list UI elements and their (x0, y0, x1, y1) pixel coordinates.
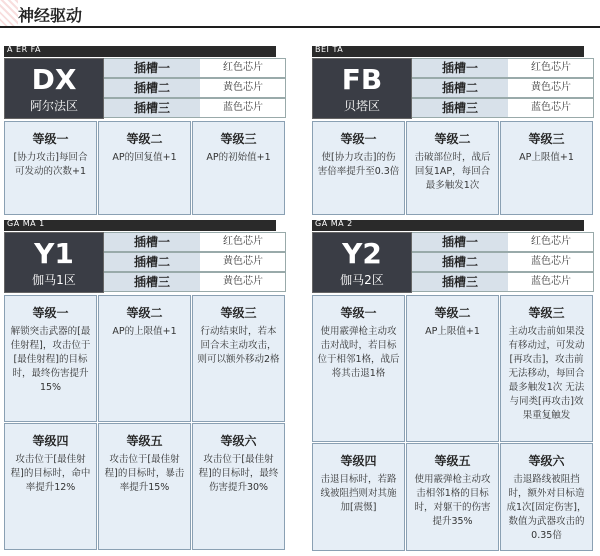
level-cell: 等级三 主动攻击前如果没有移动过，可发动[再攻击]，攻击前无法移动，每回合最多触发1次 无法与同类[再攻击]效果重复触发 (500, 295, 593, 442)
slot-row: 插槽二 黄色芯片 (104, 252, 286, 272)
slot-row: 插槽一 红色芯片 (104, 232, 286, 252)
level-cell: 等级六 攻击位于[最佳射程]的目标时，最终伤害提升30% (192, 423, 285, 550)
zone-logo-icon: FB (341, 63, 383, 96)
slot-list (104, 58, 286, 118)
slot-list (104, 232, 286, 292)
level-cell: 等级二 击破部位时，战后回复1AP，每回合最多触发1次 (406, 121, 499, 215)
zone-badge (312, 58, 412, 119)
level-cell: 等级一 使[协力攻击]的伤害倍率提升至0.3倍 (312, 121, 405, 215)
page-title: 神经驱动 (18, 6, 83, 25)
level-cell: 等级四 攻击位于[最佳射程]的目标时，命中率提升12% (4, 423, 97, 550)
level-cell: 等级一 [协力攻击]每回合可发动的次数+1 (4, 121, 97, 215)
slot-row: 插槽一 红色芯片 (412, 232, 594, 252)
slot-list (412, 232, 594, 292)
panel-header: GA MA 1 (4, 220, 286, 231)
slot-row: 插槽三 蓝色芯片 (104, 98, 286, 118)
title-decoration (0, 0, 18, 28)
slot-row: 插槽三 蓝色芯片 (412, 272, 594, 292)
zone-name: 贝塔区 (343, 99, 380, 113)
title-underline (0, 26, 600, 28)
panel-header: A ER FA (4, 46, 286, 57)
zone-badge (312, 232, 412, 293)
zone-logo-icon: DX (31, 63, 77, 96)
zone-name: 阿尔法区 (29, 99, 78, 113)
panel-alpha (4, 46, 286, 210)
level-cell: 等级一 使用霰弹枪主动攻击对战时，若目标位于相邻1格，战后将其击退1格 (312, 295, 405, 442)
slot-list (412, 58, 594, 118)
page-header (0, 0, 600, 30)
panel-header: BEI TA (312, 46, 594, 57)
level-cell: 等级六 击退路线被阻挡时，额外对目标造成1次[固定伤害]，数值为武器攻击的0.35倍 (500, 443, 593, 551)
zone-name: 伽马1区 (32, 273, 76, 287)
slot-row: 插槽二 蓝色芯片 (412, 252, 594, 272)
slot-row: 插槽一 红色芯片 (104, 58, 286, 78)
slot-row: 插槽三 蓝色芯片 (412, 98, 594, 118)
slot-row: 插槽二 黄色芯片 (104, 78, 286, 98)
level-cell: 等级一 解锁突击武器的[最佳射程]，攻击位于[最佳射程]的目标时，最终伤害提升15% (4, 295, 97, 422)
level-cell: 等级二 AP的上限值+1 (98, 295, 191, 422)
level-cell: 等级三 AP上限值+1 (500, 121, 593, 215)
zone-name: 伽马2区 (340, 273, 384, 287)
panel-gamma-1 (4, 220, 286, 552)
panel-beta (312, 46, 594, 210)
zone-badge (4, 232, 104, 293)
level-cell: 等级三 AP的初始值+1 (192, 121, 285, 215)
level-cell: 等级二 AP上限值+1 (406, 295, 499, 442)
slot-row: 插槽一 红色芯片 (412, 58, 594, 78)
level-cell: 等级五 使用霰弹枪主动攻击相邻1格的目标时，对躯干的伤害提升35% (406, 443, 499, 551)
panel-gamma-2 (312, 220, 594, 552)
level-cell: 等级五 攻击位于[最佳射程]的目标时，暴击率提升15% (98, 423, 191, 550)
panel-header: GA MA 2 (312, 220, 594, 231)
slot-row: 插槽三 黄色芯片 (104, 272, 286, 292)
level-cell: 等级四 击退目标时，若路线被阻挡则对其施加[震慑] (312, 443, 405, 551)
level-cell: 等级三 行动结束时，若本回合未主动攻击，则可以额外移动2格 (192, 295, 285, 422)
zone-badge (4, 58, 104, 119)
zone-logo-icon: Y2 (342, 237, 382, 270)
zone-logo-icon: Y1 (34, 237, 74, 270)
level-cell: 等级二 AP的回复值+1 (98, 121, 191, 215)
slot-row: 插槽二 黄色芯片 (412, 78, 594, 98)
